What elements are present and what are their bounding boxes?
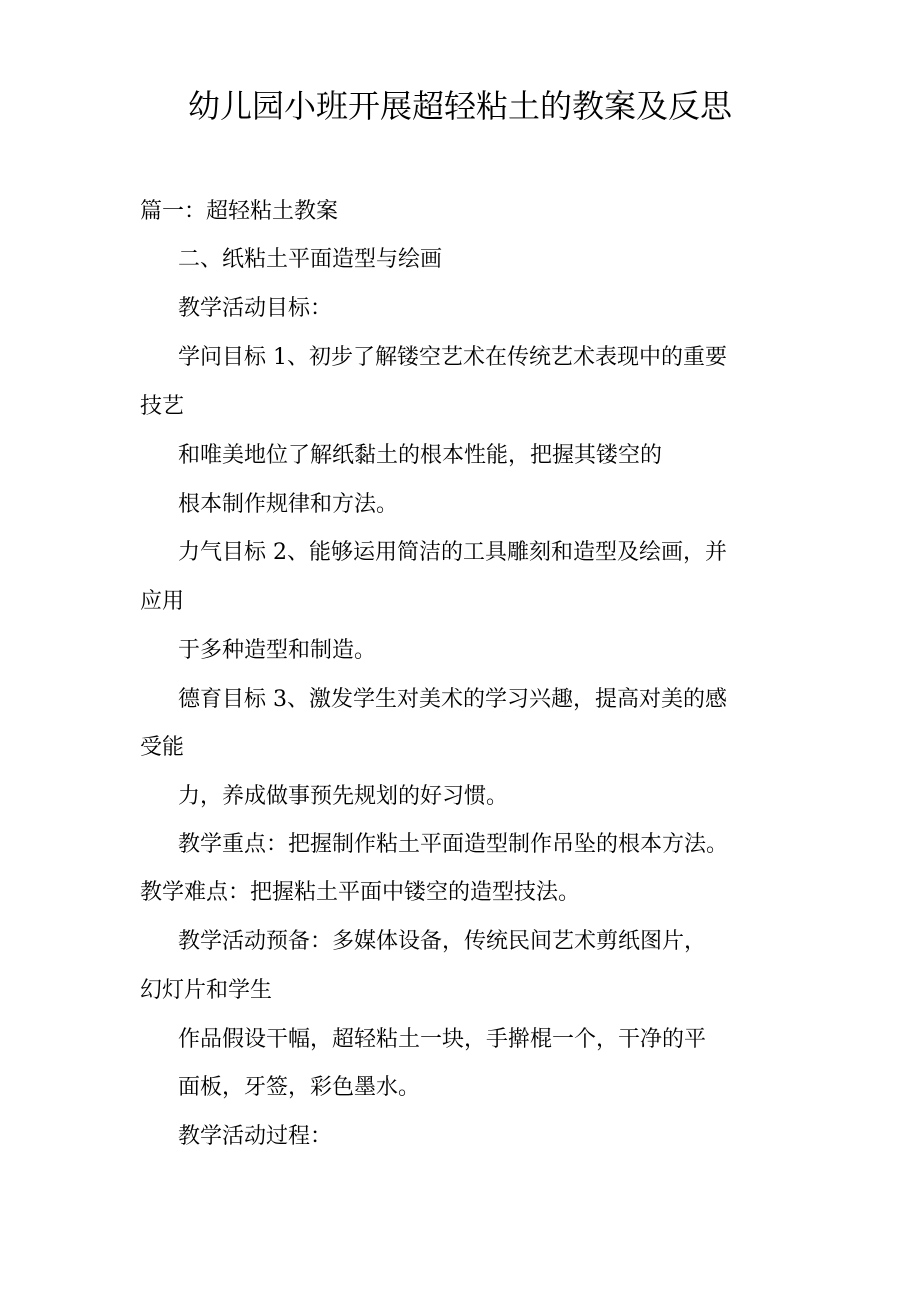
paragraph-line: 作品假设干幅，超轻粘土一块，手擀棍一个，干净的平 bbox=[178, 1027, 707, 1052]
paragraph-line: 力，养成做事预先规划的好习惯。 bbox=[178, 784, 509, 809]
paragraph-line: 和唯美地位了解纸黏土的根本性能，把握其镂空的 bbox=[178, 443, 663, 468]
paragraph-line: 应用 bbox=[140, 589, 185, 614]
paragraph-line: 受能 bbox=[140, 735, 185, 760]
section-heading: 篇一：超轻粘土教案 bbox=[140, 199, 339, 224]
paragraph-line: 于多种造型和制造。 bbox=[178, 638, 377, 663]
paragraph-line: 教学活动目标： bbox=[178, 296, 333, 321]
paragraph-line: 德育目标 3、激发学生对美术的学习兴趣，提高对美的感 bbox=[178, 687, 727, 712]
paragraph-line: 幻灯片和学生 bbox=[140, 978, 273, 1003]
paragraph-line: 力气目标 2、能够运用简洁的工具雕刻和造型及绘画，并 bbox=[178, 540, 727, 565]
paragraph-line: 技艺 bbox=[140, 394, 185, 419]
paragraph-line: 教学活动过程： bbox=[178, 1124, 333, 1149]
subsection-heading: 二、纸粘土平面造型与绘画 bbox=[178, 247, 443, 272]
paragraph-line: 面板，牙签，彩色墨水。 bbox=[178, 1075, 421, 1100]
paragraph-line: 根本制作规律和方法。 bbox=[178, 492, 399, 517]
paragraph-line: 学问目标 1、初步了解镂空艺术在传统艺术表现中的重要 bbox=[178, 345, 727, 370]
document-title: 幼儿园小班开展超轻粘土的教案及反思 bbox=[187, 87, 732, 125]
paragraph-line: 教学重点：把握制作粘土平面造型制作吊坠的根本方法。 bbox=[178, 832, 729, 857]
paragraph-line: 教学活动预备：多媒体设备，传统民间艺术剪纸图片， bbox=[178, 929, 707, 954]
paragraph-line: 教学难点：把握粘土平面中镂空的造型技法。 bbox=[140, 880, 581, 905]
